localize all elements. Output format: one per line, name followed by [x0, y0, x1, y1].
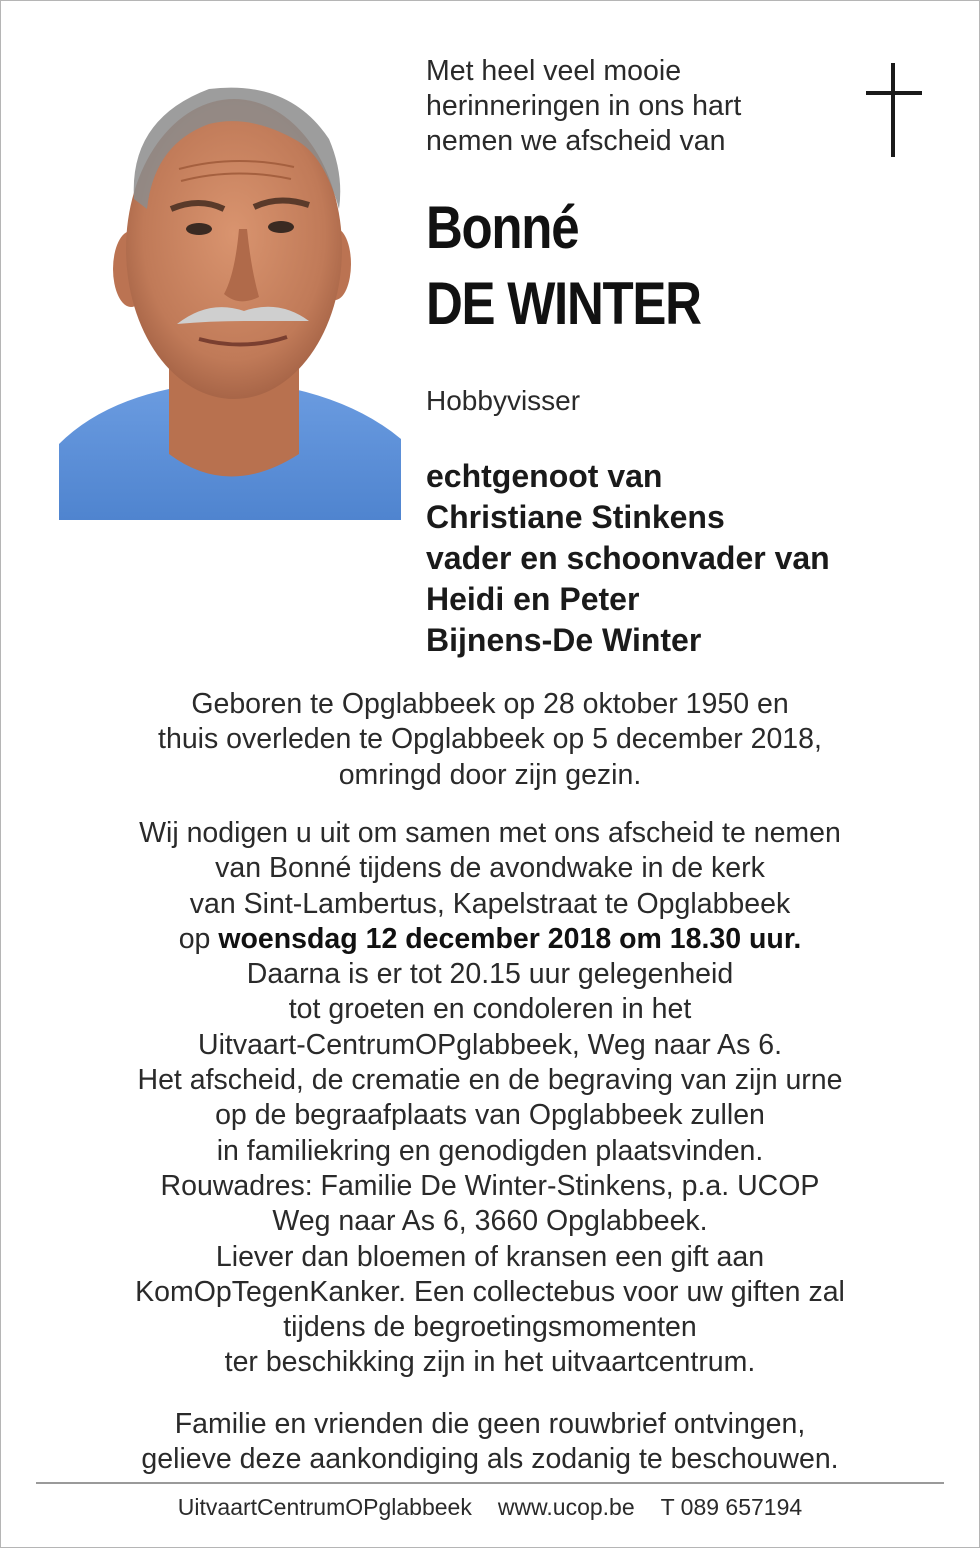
born-line: Geboren te Opglabbeek op 28 oktober 1950 en [191, 688, 789, 720]
family-line: Bijnens-De Winter [426, 622, 702, 658]
footer [0, 1492, 980, 1522]
birth-death-info [40, 687, 940, 793]
footer-website[interactable]: www.ucop.be [497, 1494, 635, 1520]
family-line: echtgenoot van [426, 458, 663, 494]
family-relations [426, 456, 830, 661]
intro-text [426, 54, 826, 159]
footer-divider [36, 1482, 944, 1484]
invite-line: Weg naar As 6, 3660 Opglabbeek. [272, 1205, 708, 1238]
invite-line: Het afscheid, de crematie en de begraving van zijn urne [137, 1064, 843, 1097]
intro-line: herinneringen in ons hart [426, 90, 742, 122]
family-line: vader en schoonvader van [426, 540, 830, 576]
date-prefix: op [178, 922, 211, 955]
invite-line: Liever dan bloemen of kransen een gift aan [215, 1240, 765, 1273]
born-line: omringd door zijn gezin. [338, 758, 642, 791]
footer-phone: T 089 657194 [660, 1494, 803, 1520]
family-line: Heidi en Peter [426, 581, 640, 617]
invite-line: KomOpTegenKanker. Een collectebus voor uw giften zal [135, 1275, 845, 1308]
portrait-photo [59, 59, 401, 520]
invite-line: ter beschikking zijn in het uitvaartcentrum. [224, 1346, 756, 1379]
invite-line: Wij nodigen u uit om samen met ons afscheid te nemen [139, 817, 841, 849]
latin-cross-icon [866, 63, 922, 157]
born-line: thuis overleden te Opglabbeek op 5 december 2018, [158, 723, 822, 756]
cross-vertical-bar [891, 63, 895, 157]
invite-line: Uitvaart-CentrumOPglabbeek, Weg naar As 6. [198, 1028, 782, 1061]
invite-line: Daarna is er tot 20.15 uur gelegenheid [246, 958, 734, 991]
first-name: Bonné [426, 194, 579, 261]
invite-line: op de begraafplaats van Opglabbeek zullen [215, 1099, 765, 1132]
invite-line: in familiekring en genodigden plaatsvinden. [216, 1134, 764, 1167]
invite-line: tot groeten en condoleren in het [288, 993, 692, 1026]
wake-date: woensdag 12 december 2018 om 18.30 uur. [218, 922, 802, 955]
deceased-name [426, 190, 701, 342]
last-name: DE WINTER [426, 270, 701, 337]
footer-company: UitvaartCentrumOPglabbeek [177, 1494, 472, 1520]
cross-horizontal-bar [866, 91, 922, 95]
family-line: Christiane Stinkens [426, 499, 725, 535]
closing-line: gelieve deze aankondiging als zodanig te beschouwen. [141, 1443, 839, 1476]
invite-line: tijdens de begroetingsmomenten [283, 1311, 697, 1344]
invite-line-date [40, 922, 940, 957]
intro-line: Met heel veel mooie [426, 55, 682, 87]
intro-line: nemen we afscheid van [426, 125, 726, 157]
occupation: Hobbyvisser [426, 385, 581, 416]
closing-text [40, 1407, 940, 1478]
invitation-text [40, 816, 940, 1381]
closing-line: Familie en vrienden die geen rouwbrief ontvingen, [174, 1408, 806, 1440]
invite-line: van Bonné tijdens de avondwake in de kerk [215, 852, 765, 885]
invite-line: Rouwadres: Familie De Winter-Stinkens, p.a. UCOP [160, 1169, 820, 1202]
invite-line: van Sint-Lambertus, Kapelstraat te Opglabbeek [189, 887, 791, 920]
